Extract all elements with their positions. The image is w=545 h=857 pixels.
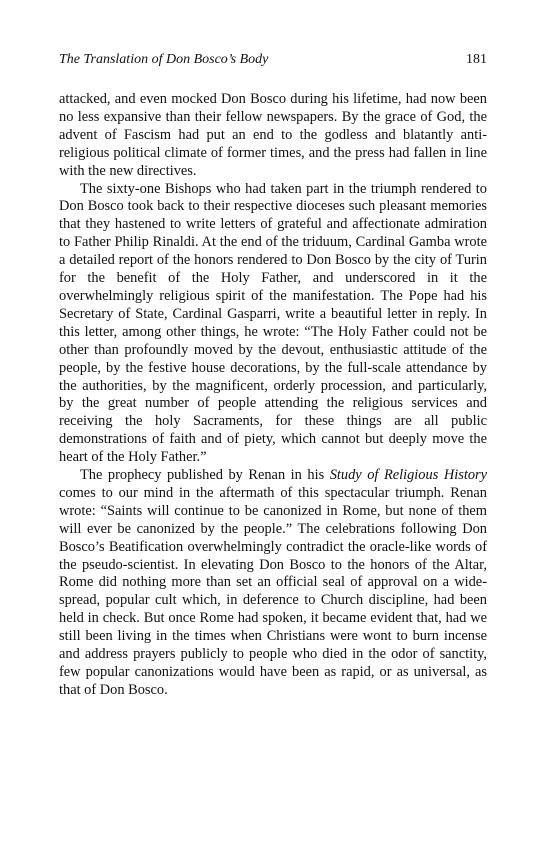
paragraph-3 [59,467,487,700]
paragraph-3-start: The prophecy published by Renan in his [80,467,330,484]
paragraph-2: The sixty-one Bishops who had taken part in the triumph rendered to Don Bosco took back to their respective dioceses such pleasant memories that they hastened to write letters of grateful and affectionate admiration to Father Philip Rinaldi. At the end of the triduum, Cardinal Gamba wrote a detailed report of the honors rendered to Don Bosco by the city of Turin for the benefit of the Holy Father, and underscored in it the overwhelmingly religious spirit of the manifestation. The Pope had his Secretary of State, Cardinal Gasparri, write a beautiful letter in reply. In this letter, among other things, he wrote: “The Holy Father could not be other than profoundly moved by the devout, enthusiastic attitude of the people, by the festive house decorations, by the full-scale attendance by the authorities, by the magnificent, orderly procession, and particularly, by the great number of people attending the religious services and receiving the holy Sacraments, for these things are all public demonstrations of faith and of piety, which cannot but deeply move the heart of the Holy Father.” [59,180,487,466]
paragraph-1: attacked, and even mocked Don Bosco during his lifetime, had now been no less expansive than their fellow newspapers. By the grace of God, the advent of Fascism had put an end to the godless and blatantly anti-religious political climate of former times, and the press had fallen in line with the new directives. [59,91,487,179]
body-text [59,91,487,700]
paragraph-3-rest: comes to our mind in the aftermath of this spectacular triumph. Renan wrote: “Saints will continue to be canonized in Rome, but none of them will ever be canonized by the people.” The celebrations following Don Bosco’s Beatification overwhelmingly contradict the oracle-like words of the pseudo-scientist. In elevating Don Bosco to the honors of the Altar, Rome did nothing more than set an official seal of approval on a wide-spread, popular cult which, in deference to Church discipline, had been held in check. But once Rome had spoken, it became evident that, had we still been living in the times when Christians were wont to burn incense and address prayers publicly to people who died in the odor of sanctity, few popular canonizations would have been as rapid, or as universal, as that of Don Bosco. [59,484,487,698]
book-title: Study of Religious History [329,467,487,484]
page-number: 181 [466,52,487,67]
running-title: The Translation of Don Bosco’s Body [59,52,269,67]
running-head [59,50,487,70]
